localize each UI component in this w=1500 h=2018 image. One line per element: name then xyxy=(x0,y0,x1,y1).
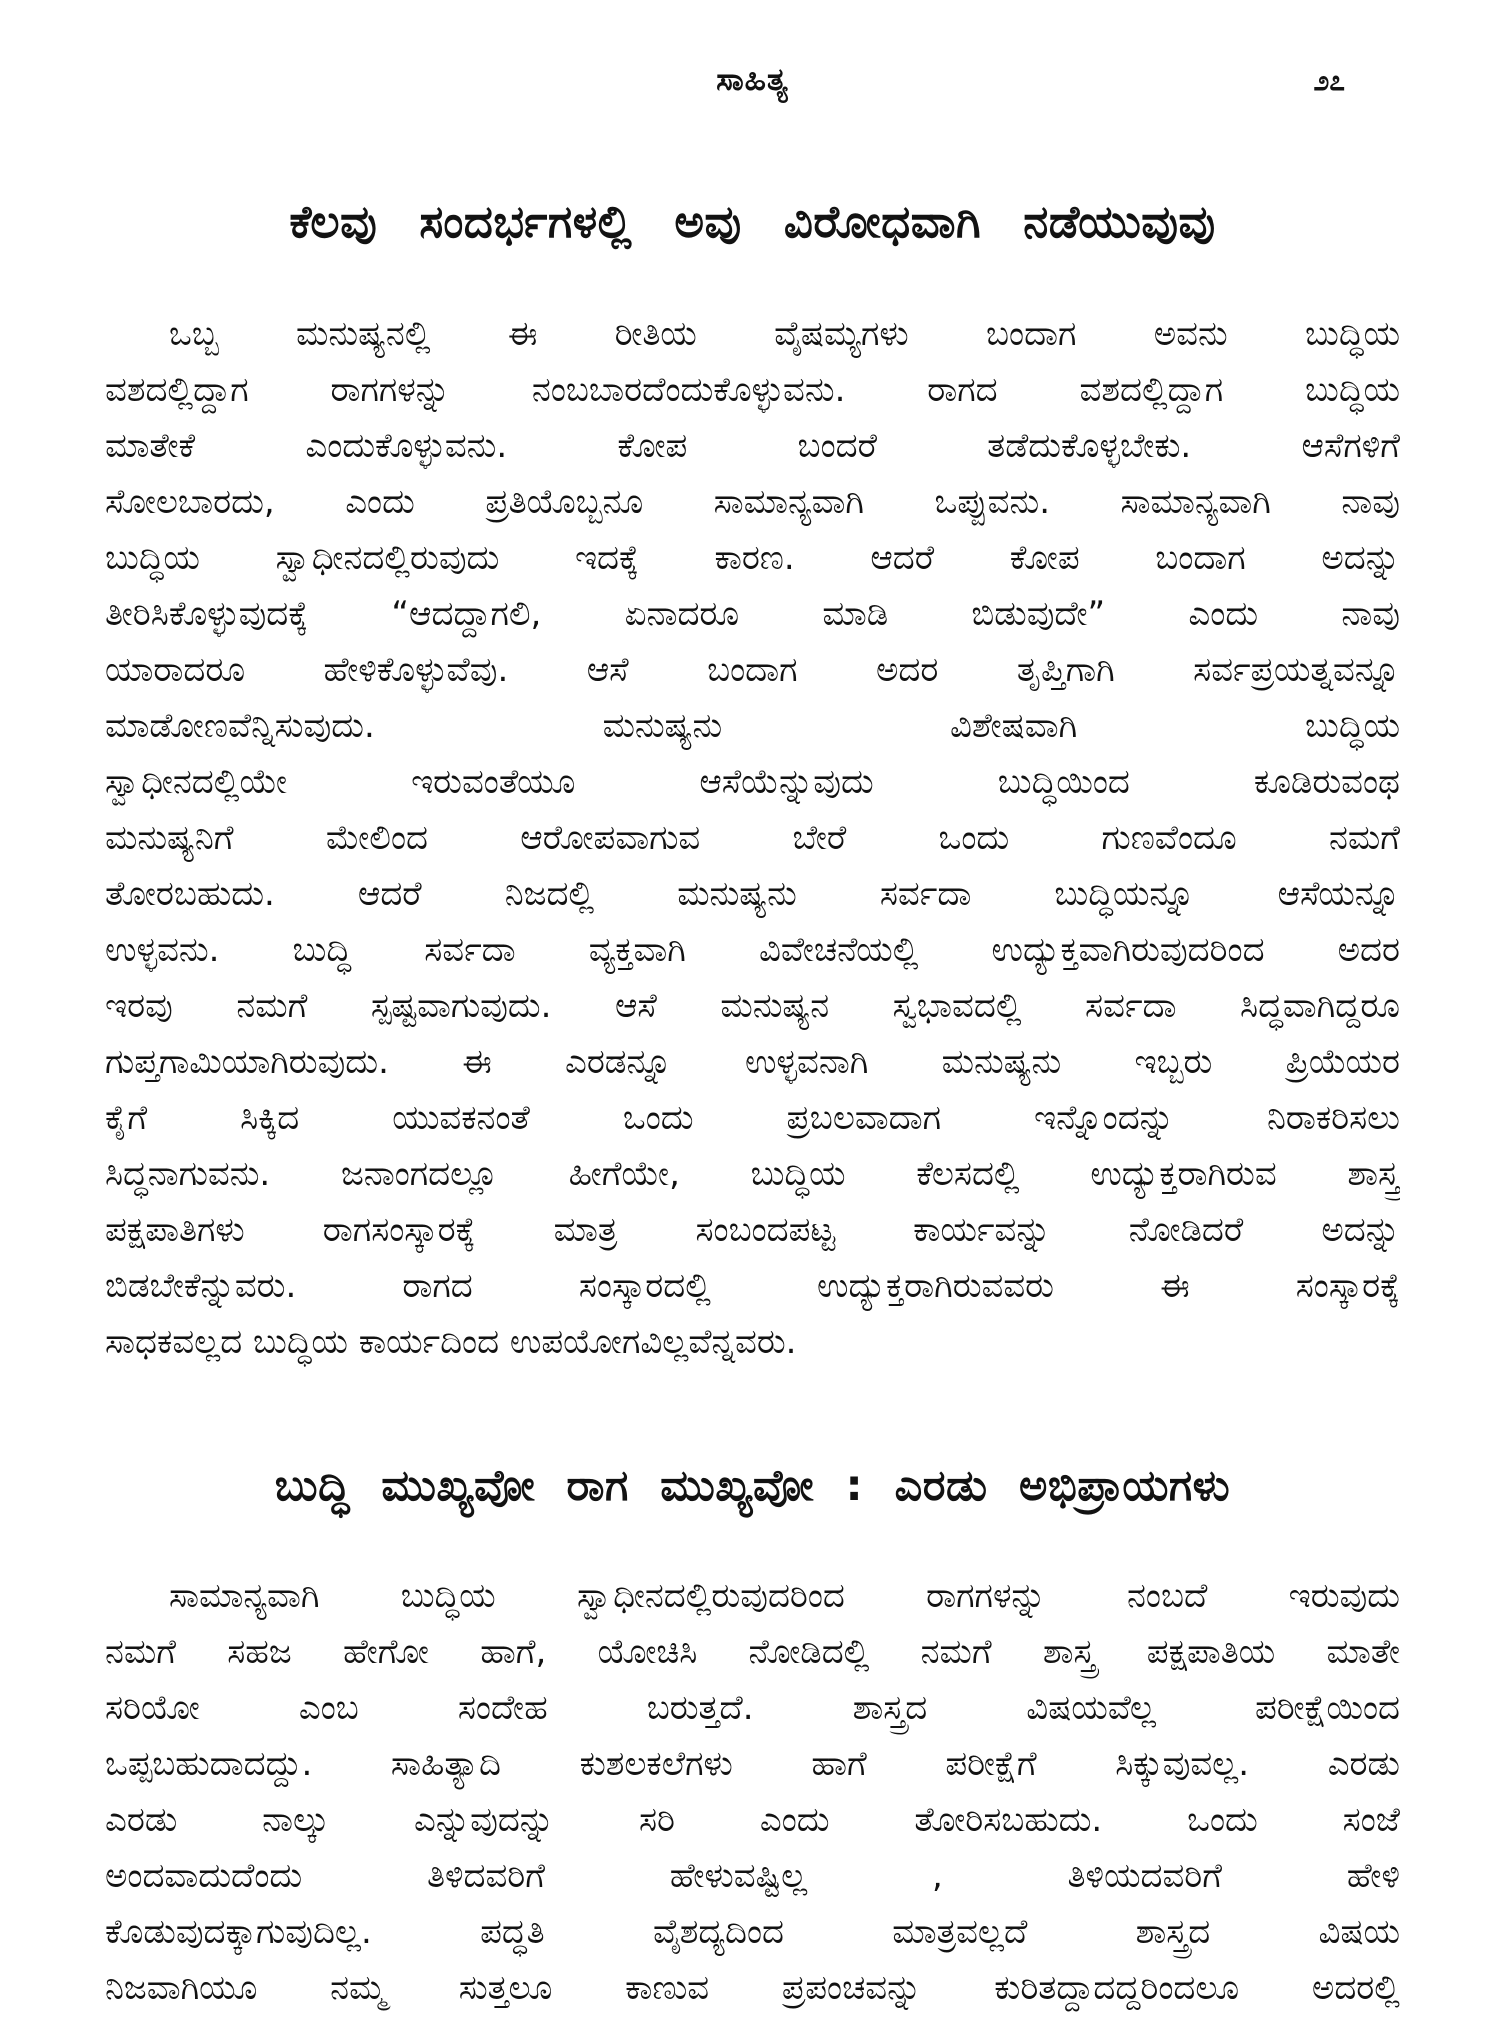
text-line: ಕೊಡುವುದಕ್ಕಾಗುವುದಿಲ್ಲ. ಪದ್ಧತಿ ವೈಶದ್ಯದಿಂದ ಮಾತ್ರವಲ್ಲದೆ ಶಾಸ್ತ್ರದ ವಿಷಯ xyxy=(105,1912,1400,1952)
text-line: ಯಾರಾದರೂ ಹೇಳಿಕೊಳ್ಳುವೆವು. ಆಸೆ ಬಂದಾಗ ಅದರ ತೃಪ್ತಿಗಾಗಿ ಸರ್ವಪ್ರಯತ್ನವನ್ನೂ xyxy=(105,650,1400,690)
text-line: ತೀರಿಸಿಕೊಳ್ಳುವುದಕ್ಕೆ “ಆದದ್ದಾಗಲಿ, ಏನಾದರೂ ಮಾಡಿ ಬಿಡುವುದೇ” ಎಂದು ನಾವು xyxy=(105,594,1400,634)
text-line: ಮಾತೇಕೆ ಎಂದುಕೊಳ್ಳುವನು. ಕೋಪ ಬಂದರೆ ತಡೆದುಕೊಳ್ಳಬೇಕು. ಆಸೆಗಳಿಗೆ xyxy=(105,426,1400,466)
text-line: ಸೋಲಬಾರದು, ಎಂದು ಪ್ರತಿಯೊಬ್ಬನೂ ಸಾಮಾನ್ಯವಾಗಿ ಒಪ್ಪುವನು. ಸಾಮಾನ್ಯವಾಗಿ ನಾವು xyxy=(105,482,1400,522)
text-line: ಮನುಷ್ಯನಿಗೆ ಮೇಲಿಂದ ಆರೋಪವಾಗುವ ಬೇರೆ ಒಂದು ಗುಣವೆಂದೂ ನಮಗೆ xyxy=(105,818,1400,858)
text-line: ಕೈಗೆ ಸಿಕ್ಕಿದ ಯುವಕನಂತೆ ಒಂದು ಪ್ರಬಲವಾದಾಗ ಇನ್ನೊಂದನ್ನು ನಿರಾಕರಿಸಲು xyxy=(105,1098,1400,1138)
text-line: ಬುದ್ಧಿಯ ಸ್ವಾಧೀನದಲ್ಲಿರುವುದು ಇದಕ್ಕೆ ಕಾರಣ. ಆದರೆ ಕೋಪ ಬಂದಾಗ ಅದನ್ನು xyxy=(105,538,1400,578)
text-line: ಸಿದ್ಧನಾಗುವನು. ಜನಾಂಗದಲ್ಲೂ ಹೀಗೆಯೇ, ಬುದ್ಧಿಯ ಕೆಲಸದಲ್ಲಿ ಉದ್ಯುಕ್ತರಾಗಿರುವ ಶಾಸ್ತ್ರ xyxy=(105,1154,1400,1194)
section2-heading: ಬುದ್ಧಿ ಮುಖ್ಯವೋ ರಾಗ ಮುಖ್ಯವೋ : ಎರಡು ಅಭಿಪ್ರಾಯಗಳು xyxy=(274,1461,1231,1511)
text-line: ಪಕ್ಷಪಾತಿಗಳು ರಾಗಸಂಸ್ಕಾರಕ್ಕೆ ಮಾತ್ರ ಸಂಬಂದಪಟ್ಟ ಕಾರ್ಯವನ್ನು ನೋಡಿದರೆ ಅದನ್ನು xyxy=(105,1210,1400,1250)
text-line: ಒಬ್ಬ ಮನುಷ್ಯನಲ್ಲಿ ಈ ರೀತಿಯ ವೈಷಮ್ಯಗಳು ಬಂದಾಗ ಅವನು ಬುದ್ಧಿಯ xyxy=(169,314,1400,354)
text-line: ವಶದಲ್ಲಿದ್ದಾಗ ರಾಗಗಳನ್ನು ನಂಬಬಾರದೆಂದುಕೊಳ್ಳುವನು. ರಾಗದ ವಶದಲ್ಲಿದ್ದಾಗ ಬುದ್ಧಿಯ xyxy=(105,370,1400,410)
text-line: ಒಪ್ಪಬಹುದಾದದ್ದು. ಸಾಹಿತ್ಯಾದಿ ಕುಶಲಕಲೆಗಳು ಹಾಗೆ ಪರೀಕ್ಷೆಗೆ ಸಿಕ್ಕುವುವಲ್ಲ. ಎರಡು xyxy=(105,1744,1400,1784)
text-line: ಬಿಡಬೇಕೆನ್ನುವರು. ರಾಗದ ಸಂಸ್ಕಾರದಲ್ಲಿ ಉದ್ಯುಕ್ತರಾಗಿರುವವರು ಈ ಸಂಸ್ಕಾರಕ್ಕೆ xyxy=(105,1266,1400,1306)
text-line: ಸ್ವಾಧೀನದಲ್ಲಿಯೇ ಇರುವಂತೆಯೂ ಆಸೆಯೆನ್ನುವುದು ಬುದ್ಧಿಯಿಂದ ಕೂಡಿರುವಂಥ xyxy=(105,762,1400,802)
text-line: ಸಾಮಾನ್ಯವಾಗಿ ಬುದ್ಧಿಯ ಸ್ವಾಧೀನದಲ್ಲಿರುವುದರಿಂದ ರಾಗಗಳನ್ನು ನಂಬದೆ ಇರುವುದು xyxy=(169,1576,1400,1616)
page-number: ೨೭ xyxy=(1313,64,1345,97)
section2-paragraph xyxy=(105,1570,1400,2018)
page-header xyxy=(105,62,1400,106)
text-line: ಉಳ್ಳವನು. ಬುದ್ಧಿ ಸರ್ವದಾ ವ್ಯಕ್ತವಾಗಿ ವಿವೇಚನೆಯಲ್ಲಿ ಉದ್ಯುಕ್ತವಾಗಿರುವುದರಿಂದ ಅದರ xyxy=(105,930,1400,970)
section1-paragraph xyxy=(105,308,1400,1372)
text-line: ಮಾಡೋಣವೆನ್ನಿಸುವುದು. ಮನುಷ್ಯನು ವಿಶೇಷವಾಗಿ ಬುದ್ಧಿಯ xyxy=(105,706,1400,746)
text-line: ನಮಗೆ ಸಹಜ ಹೇಗೋ ಹಾಗೆ, ಯೋಚಿಸಿ ನೋಡಿದಲ್ಲಿ ನಮಗೆ ಶಾಸ್ತ್ರ ಪಕ್ಷಪಾತಿಯ ಮಾತೇ xyxy=(105,1632,1400,1672)
text-line: ತೋರಬಹುದು. ಆದರೆ ನಿಜದಲ್ಲಿ ಮನುಷ್ಯನು ಸರ್ವದಾ ಬುದ್ಧಿಯನ್ನೂ ಆಸೆಯನ್ನೂ xyxy=(105,874,1400,914)
section1-heading: ಕೆಲವು ಸಂದರ್ಭಗಳಲ್ಲಿ ಅವು ವಿರೋಧವಾಗಿ ನಡೆಯುವುವು xyxy=(289,195,1216,248)
text-line: ಇರವು ನಮಗೆ ಸ್ಪಷ್ಟವಾಗುವುದು. ಆಸೆ ಮನುಷ್ಯನ ಸ್ವಭಾವದಲ್ಲಿ ಸರ್ವದಾ ಸಿದ್ಧವಾಗಿದ್ದರೂ xyxy=(105,986,1400,1026)
running-title: ಸಾಹಿತ್ಯ xyxy=(716,62,789,98)
text-line: ಅಂದವಾದುದೆಂದು ತಿಳಿದವರಿಗೆ ಹೇಳುವಷ್ಟಿಲ್ಲ , ತಿಳಿಯದವರಿಗೆ ಹೇಳಿ xyxy=(105,1856,1400,1896)
text-line: ನಿಜವಾಗಿಯೂ ನಮ್ಮ ಸುತ್ತಲೂ ಕಾಣುವ ಪ್ರಪಂಚವನ್ನು ಕುರಿತದ್ದಾದದ್ದರಿಂದಲೂ ಅದರಲ್ಲಿ xyxy=(105,1968,1400,2008)
text-line: ಸಾಧಕವಲ್ಲದ ಬುದ್ಧಿಯ ಕಾರ್ಯದಿಂದ ಉಪಯೋಗವಿಲ್ಲವೆನ್ನವರು. xyxy=(105,1322,797,1362)
text-line: ಸರಿಯೋ ಎಂಬ ಸಂದೇಹ ಬರುತ್ತದೆ. ಶಾಸ್ತ್ರದ ವಿಷಯವೆಲ್ಲ ಪರೀಕ್ಷೆಯಿಂದ xyxy=(105,1688,1400,1728)
text-line: ಎರಡು ನಾಲ್ಕು ಎನ್ನುವುದನ್ನು ಸರಿ ಎಂದು ತೋರಿಸಬಹುದು. ಒಂದು ಸಂಜೆ xyxy=(105,1800,1400,1840)
text-line: ಗುಪ್ತಗಾಮಿಯಾಗಿರುವುದು. ಈ ಎರಡನ್ನೂ ಉಳ್ಳವನಾಗಿ ಮನುಷ್ಯನು ಇಬ್ಬರು ಪ್ರಿಯೆಯರ xyxy=(105,1042,1400,1082)
